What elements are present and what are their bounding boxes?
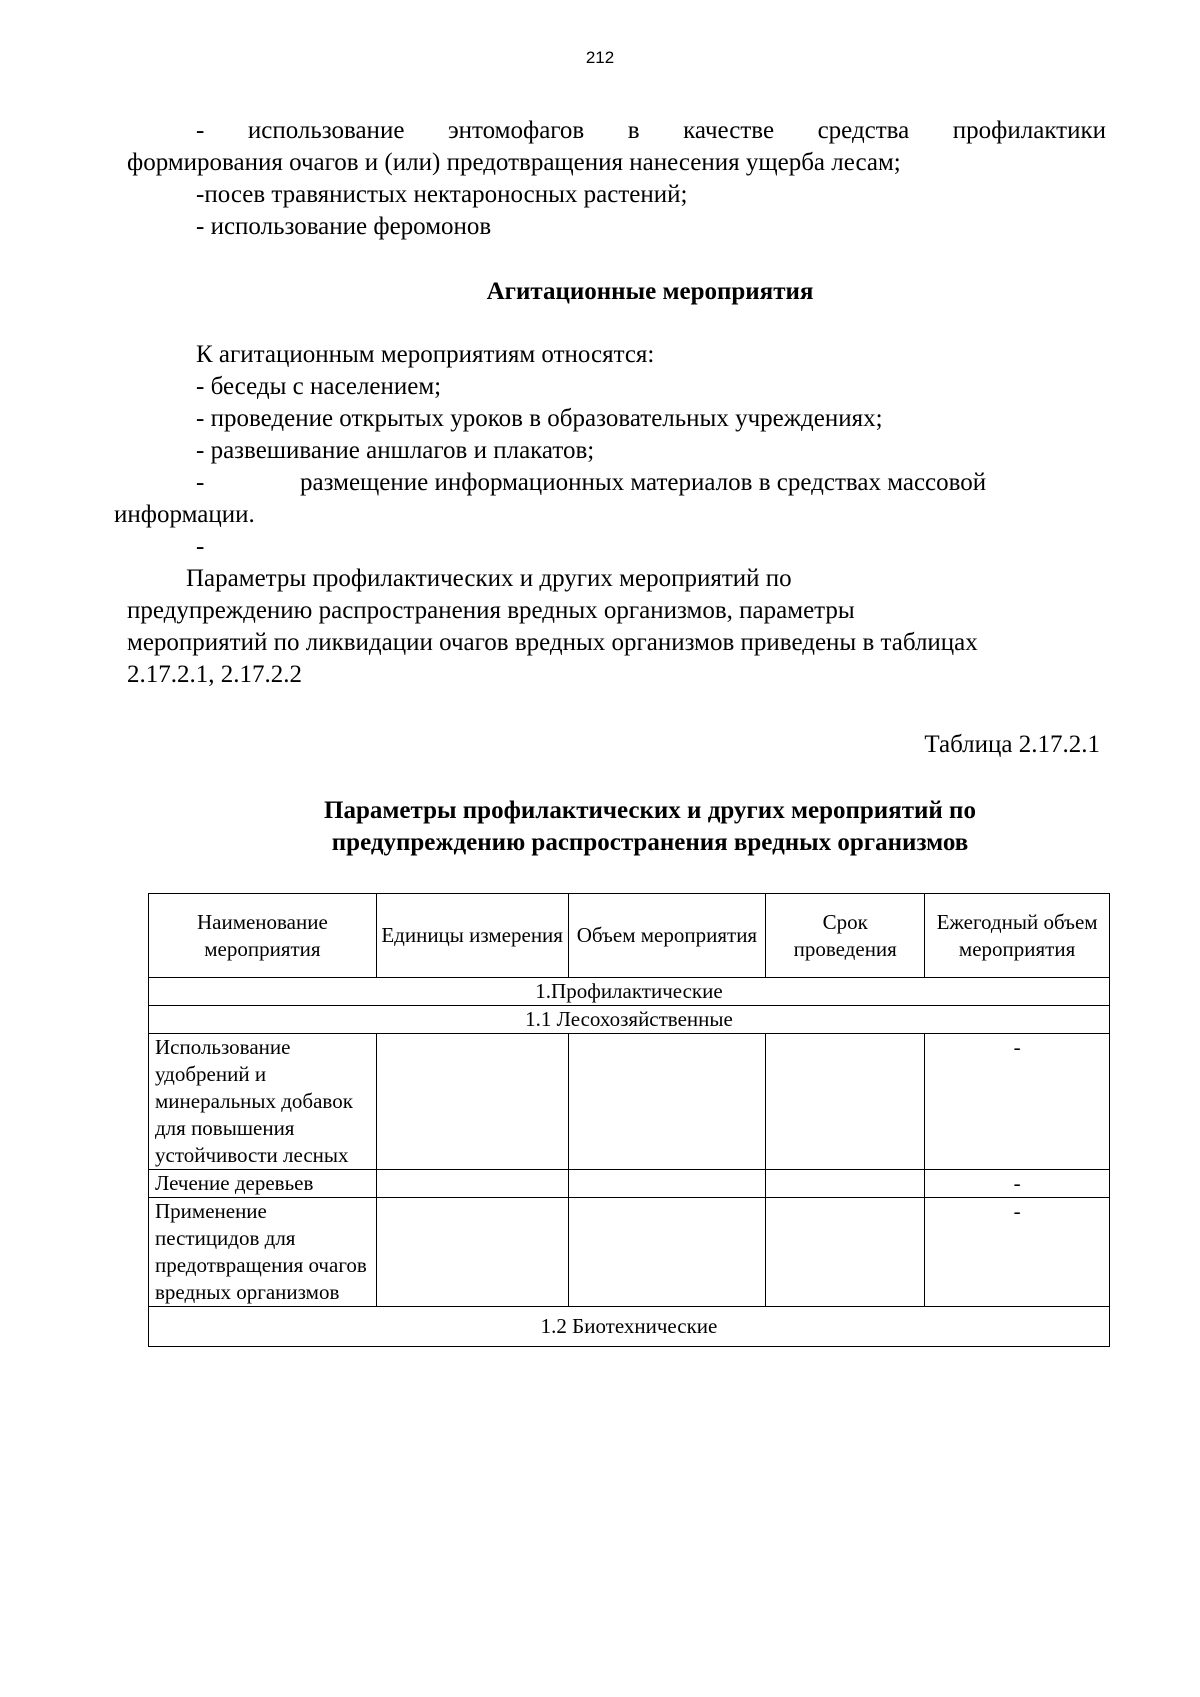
summary-line: мероприятий по ликвидации очагов вредных организмов приведены в таблицах (127, 629, 978, 656)
row-name: Лечение деревьев (149, 1170, 377, 1198)
media-dash: - (196, 469, 205, 496)
row-annual: - (925, 1170, 1110, 1198)
agitation-item: - проведение открытых уроков в образовательных учреждениях; (196, 405, 883, 432)
section-row (149, 1307, 1110, 1347)
row-units (376, 1034, 568, 1170)
entomophages-word: энтомофагов (447, 117, 585, 144)
header-name: Наименование мероприятия (149, 894, 377, 978)
section-row (149, 1006, 1110, 1034)
row-volume (568, 1034, 766, 1170)
row-volume (568, 1170, 766, 1198)
agitation-intro: К агитационным мероприятиям относятся: (196, 341, 655, 368)
row-units (376, 1170, 568, 1198)
pheromones-item: - использование феромонов (196, 213, 492, 240)
table-row (149, 1198, 1110, 1307)
subsection-forestry: 1.1 Лесохозяйственные (149, 1006, 1110, 1034)
table-row (149, 1170, 1110, 1198)
table-header-row (149, 894, 1110, 978)
row-volume (568, 1198, 766, 1307)
table-title-line2: предупреждению распространения вредных организмов (331, 829, 969, 856)
entomophages-line (196, 116, 1106, 146)
entomophages-word: в (627, 117, 640, 144)
row-units (376, 1198, 568, 1307)
header-term: Срок проведения (766, 894, 925, 978)
row-annual: - (925, 1034, 1110, 1170)
page-number: 212 (585, 48, 615, 67)
row-name: Применение пестицидов для предотвращения очагов вредных организмов (149, 1198, 377, 1307)
section-preventive: 1.Профилактические (149, 978, 1110, 1006)
summary-line: Параметры профилактических и других мероприятий по (186, 565, 792, 592)
media-text: размещение информационных материалов в средствах массовой (300, 469, 987, 496)
table-title-line1: Параметры профилактических и других мероприятий по (324, 797, 976, 824)
header-volume: Объем мероприятия (568, 894, 766, 978)
subsection-biotechnical: 1.2 Биотехнические (149, 1307, 1110, 1347)
entomophages-dash: - (196, 117, 205, 144)
entomophages-word: качестве (683, 117, 775, 144)
row-term (766, 1170, 925, 1198)
agitation-item: - развешивание аншлагов и плакатов; (196, 437, 595, 464)
row-name: Использование удобрений и минеральных добавок для повышения устойчивости лесных (149, 1034, 377, 1170)
table-caption: Таблица 2.17.2.1 (924, 731, 1100, 758)
summary-line: предупреждению распространения вредных организмов, параметры (127, 597, 855, 624)
nectar-item: -посев травянистых нектароносных растений; (196, 181, 688, 208)
row-term (766, 1198, 925, 1307)
entomophages-word: средства (817, 117, 910, 144)
row-term (766, 1034, 925, 1170)
row-annual: - (925, 1198, 1110, 1307)
entomophages-continuation: формирования очагов и (или) предотвращения нанесения ущерба лесам; (127, 149, 901, 176)
header-annual-volume: Ежегодный объем мероприятия (925, 894, 1110, 978)
parameters-table (148, 893, 1110, 1347)
agitation-item: - беседы с населением; (196, 373, 442, 400)
table-row (149, 1034, 1110, 1170)
header-units: Единицы измерения (376, 894, 568, 978)
section-row (149, 978, 1110, 1006)
lone-dash: - (196, 533, 205, 560)
entomophages-word: использование (247, 117, 405, 144)
agitation-heading: Агитационные мероприятия (486, 278, 814, 305)
entomophages-word: профилактики (952, 117, 1106, 144)
media-continuation: информации. (114, 501, 255, 528)
summary-line: 2.17.2.1, 2.17.2.2 (127, 661, 302, 688)
